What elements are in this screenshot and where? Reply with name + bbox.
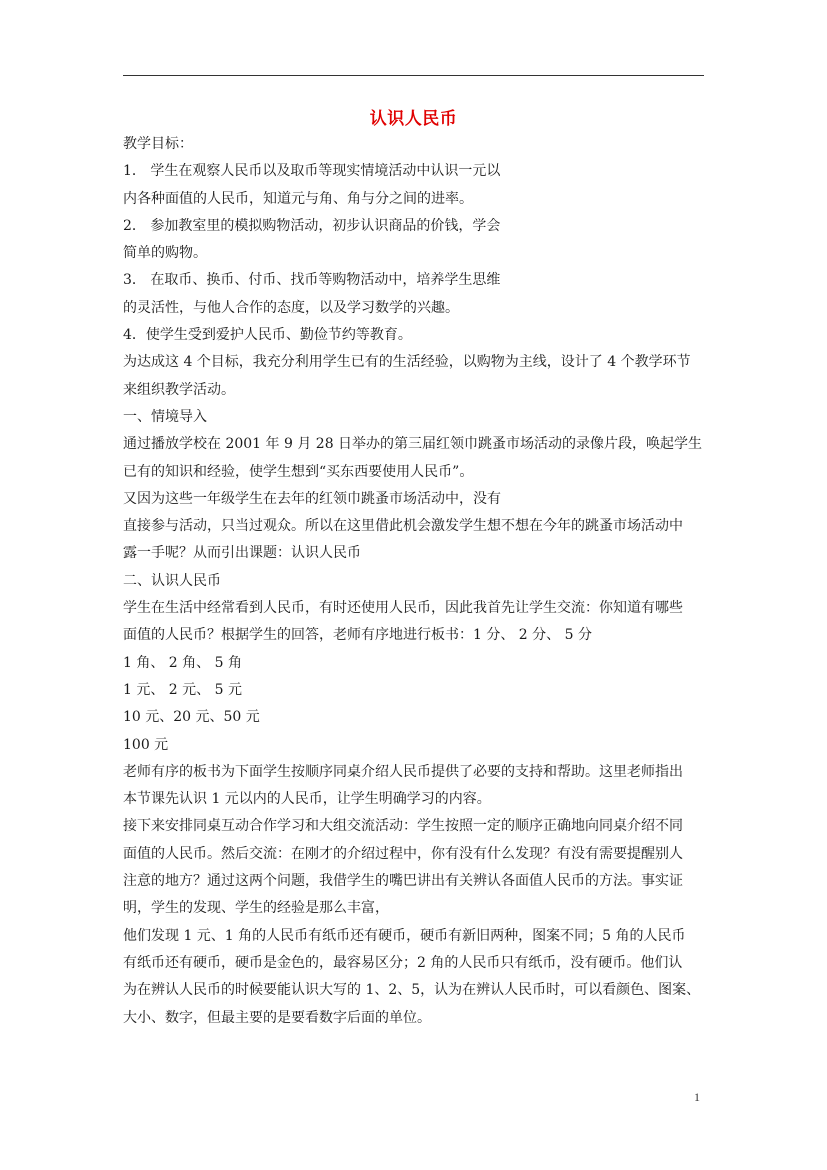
paragraph-line: 为在辨认人民币的时候要能认识大写的 1、2、5，认为在辨认人民币时，可以看颜色、图案、	[123, 982, 701, 999]
paragraph-line: 面值的人民币？根据学生的回答，老师有序地进行板书：1 分、 2 分、 5 分	[123, 627, 592, 644]
paragraph-line: 他们发现 1 元、1 角的人民币有纸币还有硬币，硬币有新旧两种，图案不同；5 角的人民币	[123, 927, 686, 944]
paragraph-line: 2． 参加教室里的模拟购物活动，初步认识商品的价钱，学会	[123, 217, 501, 234]
paragraph-line: 学生在生活中经常看到人民币，有时还使用人民币，因此我首先让学生交流：你知道有哪些	[123, 600, 683, 617]
paragraph-line: 一、情境导入	[123, 408, 207, 425]
paragraph-line: 又因为这些一年级学生在去年的红领巾跳蚤市场活动中，没有	[123, 490, 501, 507]
paragraph-line: 有纸币还有硬币，硬币是金色的，最容易区分；2 角的人民币只有纸币，没有硬币。他们认	[123, 954, 683, 971]
paragraph-line: 为达成这 4 个目标，我充分利用学生已有的生活经验，以购物为主线，设计了 4 个教学环节	[123, 354, 691, 371]
paragraph-line: 注意的地方？通过这两个问题，我借学生的嘴巴讲出有关辨认各面值人民币的方法。事实证	[123, 873, 683, 890]
page-number: 1	[694, 1090, 700, 1104]
document-title: 认识人民币	[369, 109, 458, 129]
paragraph-line: 10 元、20 元、50 元	[123, 709, 260, 726]
paragraph-line: 内各种面值的人民币，知道元与角、角与分之间的进率。	[123, 190, 473, 207]
paragraph-line: 老师有序的板书为下面学生按顺序同桌介绍人民币提供了必要的支持和帮助。这里老师指出	[123, 763, 683, 780]
paragraph-line: 4．使学生受到爱护人民币、勤俭节约等教育。	[123, 327, 412, 344]
paragraph-line: 1 角、 2 角、 5 角	[123, 654, 242, 671]
paragraph-line: 1． 学生在观察人民币以及取币等现实情境活动中认识一元以	[123, 163, 501, 180]
paragraph-line: 3． 在取币、换币、付币、找币等购物活动中，培养学生思维	[123, 272, 501, 289]
paragraph-line: 通过播放学校在 2001 年 9 月 28 日举办的第三届红领巾跳蚤市场活动的录像片段，唤起学生	[123, 436, 703, 453]
paragraph-line: 本节课先认识 1 元以内的人民币，让学生明确学习的内容。	[123, 791, 491, 808]
paragraph-line: 已有的知识和经验，使学生想到“买东西要使用人民币”。	[123, 463, 474, 480]
paragraph-line: 来组织教学活动。	[123, 381, 235, 398]
paragraph-line: 教学目标：	[123, 136, 193, 152]
paragraph-line: 大小、数字，但最主要的是要看数字后面的单位。	[123, 1009, 431, 1026]
document-body	[123, 131, 704, 1032]
paragraph-line: 100 元	[123, 736, 169, 753]
header-rule	[123, 75, 704, 76]
paragraph-line: 明，学生的发现、学生的经验是那么丰富，	[123, 900, 389, 917]
paragraph-line: 1 元、 2 元、 5 元	[123, 681, 242, 698]
paragraph-line: 直接参与活动，只当过观众。所以在这里借此机会激发学生想不想在今年的跳蚤市场活动中	[123, 518, 683, 535]
paragraph-line: 简单的购物。	[123, 245, 207, 262]
paragraph-line: 二、认识人民币	[123, 572, 221, 589]
paragraph-line: 的灵活性，与他人合作的态度，以及学习数学的兴趣。	[123, 299, 459, 316]
paragraph-line: 面值的人民币。然后交流：在刚才的介绍过程中，你有没有什么发现？有没有需要提醒别人	[123, 845, 683, 862]
paragraph-line: 接下来安排同桌互动合作学习和大组交流活动：学生按照一定的顺序正确地向同桌介绍不同	[123, 818, 683, 835]
paragraph-line: 露一手呢？从而引出课题：认识人民币	[123, 545, 361, 562]
